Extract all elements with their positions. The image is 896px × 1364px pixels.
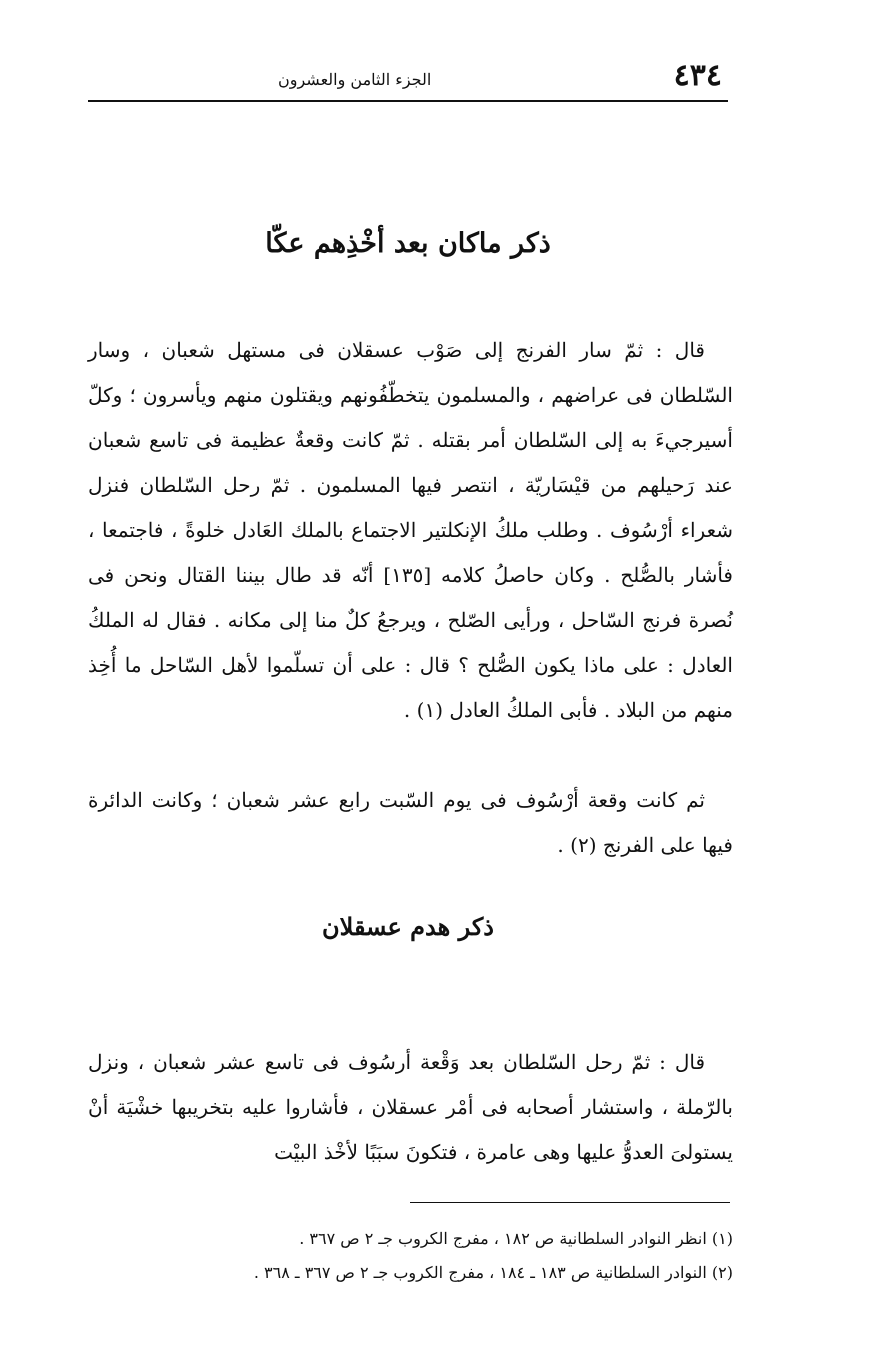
section-title: ذكر هدم عسقلان xyxy=(322,912,494,941)
running-title: الجزء الثامن والعشرون xyxy=(278,70,432,89)
paragraph: قال : ثمّ رحل السّلطان بعد وَقْعة أرسُوف فى تاسع عشر شعبان ، ونزل بالرّملة ، واستشار أصحابه فى أمْر عسقلان ، فأشاروا عليه بتخريبها خشْيَة أنْ يستولىَ العدوُّ عليها وهى عامرة ، فتكونَ سبَبًا لأخْذ البيْت xyxy=(88,1050,733,1164)
footnote: (١) انظر النوادر السلطانية ص ١٨٢ ، مفرج الكروب جـ ٢ ص ٣٦٧ . xyxy=(299,1229,733,1248)
section-title: ذكر ماكان بعد أخْذِهم عكّا xyxy=(265,228,551,259)
paragraph: قال : ثمّ سار الفرنج إلى صَوْب عسقلان فى مستهل شعبان ، وسار السّلطان فى عراضهم ، والمسلمون يتخطّفُونهم ويقتلون منهم ويأسرون ؛ وكلّ أسيرجيءَ به إلى السّلطان أمر بقتله . ثمّ كانت وقعةٌ عظيمة فى تاسع شعبان عند رَحيلهم من قيْسَاريّة ، انتصر فيها المسلمون . ثمّ رحل السّلطان فنزل شعراء أرْسُوف . وطلب ملكُ الإنكلتير الاجتماع بالملك العَادل خلوةً ، فاجتمعا ، فأشار بالصُّلح . وكان حاصلُ كلامه [١٣٥] أنّه قد طال بيننا القتال ونحن فى نُصرة فرنج السّاحل ، ورأيى الصّلح ، ويرجعُ كلٌ منا إلى مكانه . فقال له الملكُ العادل : على ماذا يكون الصُّلح ؟ قال : على أن تسلّموا لأهل السّاحل ما أُخِذ منهم من البلاد . فأبى الملكُ العادل (١) . xyxy=(88,338,733,722)
footnote-divider xyxy=(410,1202,730,1203)
footnote: (٢) النوادر السلطانية ص ١٨٣ ـ ١٨٤ ، مفرج الكروب جـ ٢ ص ٣٦٧ ـ ٣٦٨ . xyxy=(253,1263,733,1282)
page-number: ٤٣٤ xyxy=(673,58,722,93)
footnotes xyxy=(88,1222,733,1290)
page-header xyxy=(88,60,728,102)
paragraph: ثم كانت وقعة أرْسُوف فى يوم السّبت رابع عشر شعبان ؛ وكانت الدائرة فيها على الفرنج (٢) . xyxy=(88,788,733,857)
